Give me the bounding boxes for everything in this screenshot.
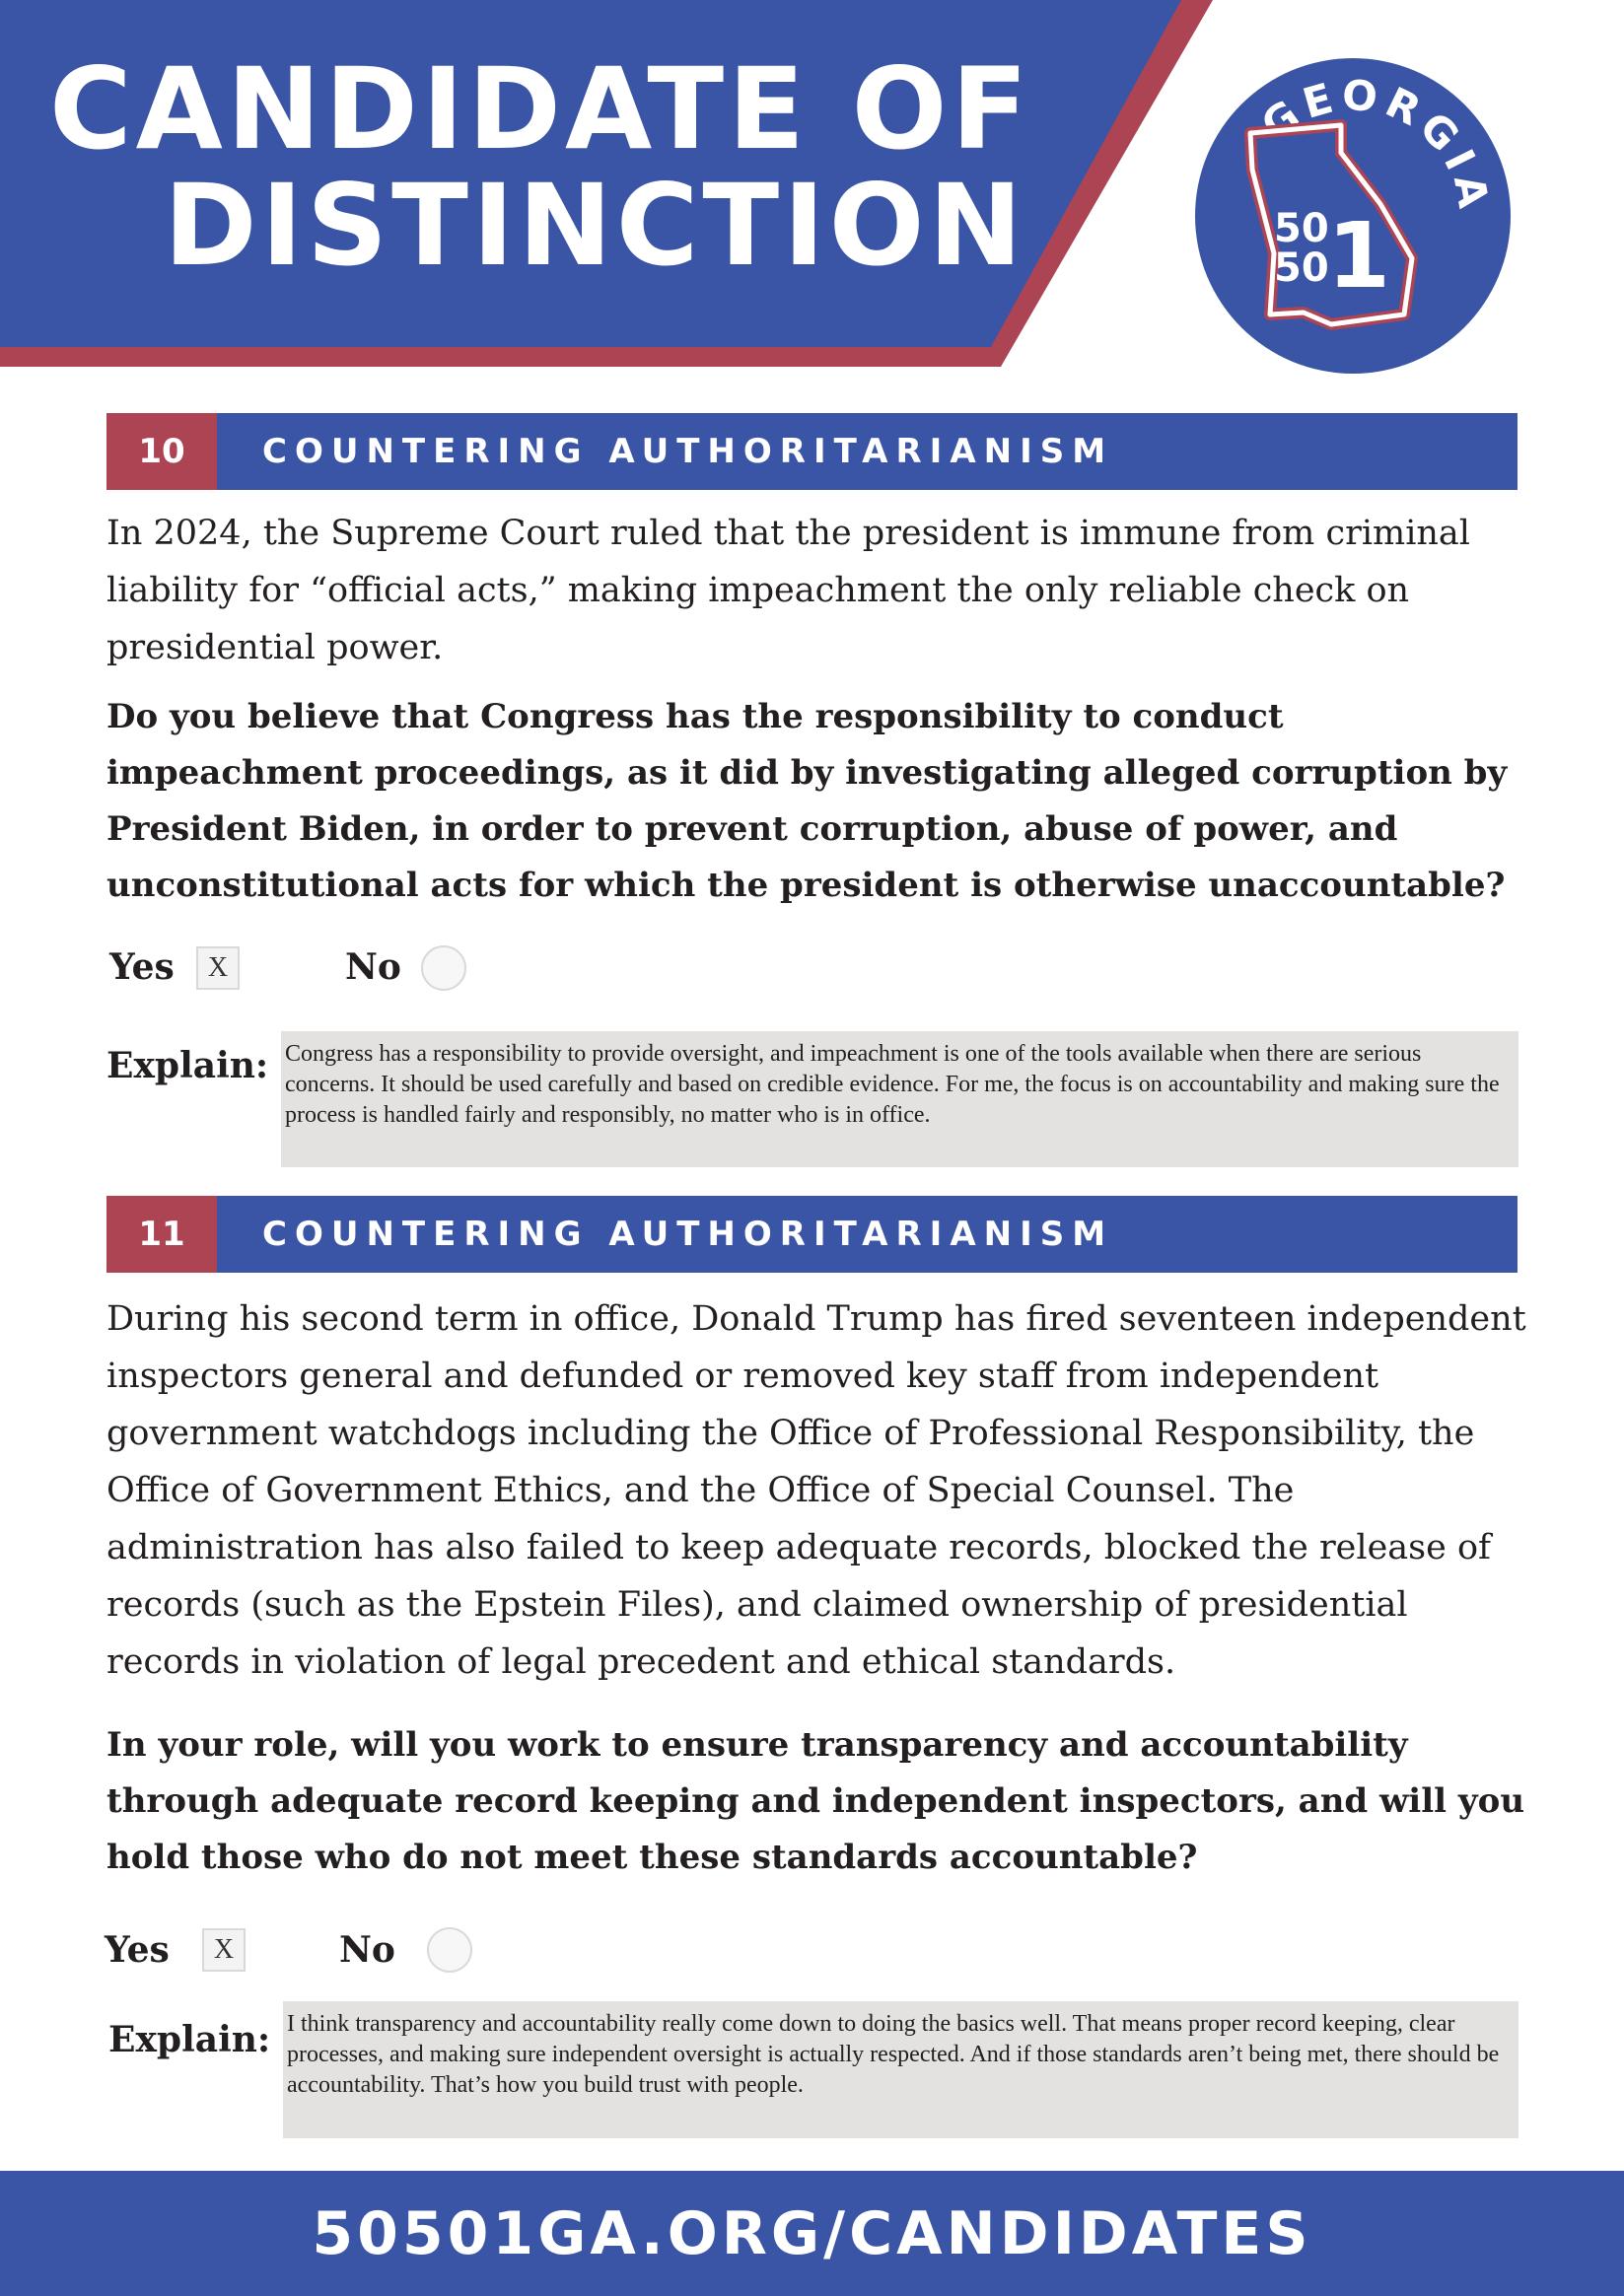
page-title <box>49 43 1032 291</box>
no-radio[interactable] <box>421 945 466 991</box>
georgia-50501-logo <box>1193 56 1514 377</box>
yes-label: Yes <box>105 1929 170 1971</box>
section-11-question: In your role, will you work to ensure transparency and accountability through adequate record keeping and independent inspectors, and will you hold those who do not meet these standards accountable? <box>106 1725 1525 1877</box>
yes-label: Yes <box>109 946 175 988</box>
section-10-context: In 2024, the Supreme Court ruled that the president is immune from criminal liability for “official acts,” making impeachment the only reliable check on presidential power. <box>106 514 1470 667</box>
section-10-explanation[interactable]: Congress has a responsibility to provide oversight, and impeachment is one of the tools available when there are serious concerns. It should be used carefully and based on credible evidence. For me, the focus is on accountability and making sure the process is handled fairly and responsibly, no matter who is in office. <box>281 1031 1518 1167</box>
no-radio[interactable] <box>427 1927 472 1973</box>
no-label: No <box>345 946 401 988</box>
explain-label: Explain: <box>108 2019 271 2060</box>
section-title: COUNTERING AUTHORITARIANISM <box>217 1196 1518 1273</box>
section-number: 11 <box>106 1196 217 1273</box>
title-line-1: CANDIDATE OF <box>49 43 1032 174</box>
yes-checkbox[interactable]: X <box>202 1928 246 1972</box>
section-10-header <box>106 413 1518 490</box>
logo-state: GEORGIA <box>1252 70 1500 218</box>
section-title: COUNTERING AUTHORITARIANISM <box>217 413 1518 490</box>
yes-checkbox[interactable]: X <box>196 946 240 990</box>
no-label: No <box>339 1929 395 1971</box>
footer-url[interactable]: 50501GA.ORG/CANDIDATES <box>0 2171 1624 2296</box>
explain-label: Explain: <box>106 1045 269 1086</box>
section-10-question: Do you believe that Congress has the responsibility to conduct impeachment proceedings, as it did by investigating alleged corruption by President Biden, in order to prevent corruption, abuse of power, and unconstitutional acts for which the president is otherwise unaccountable? <box>106 697 1508 905</box>
logo-text-top: 50 <box>1274 206 1329 251</box>
title-line-2: DISTINCTION <box>164 160 1026 291</box>
logo-text-bottom: 50 <box>1274 245 1329 291</box>
section-11-explanation[interactable]: I think transparency and accountability really come down to doing the basics well. That means proper record keeping, clear processes, and making sure independent oversight is actually respected. And if those standards aren’t being met, there should be accountability. That’s how you build trust with people. <box>283 2001 1518 2138</box>
section-number: 10 <box>106 413 217 490</box>
logo-text-one: 1 <box>1327 203 1391 309</box>
section-11-context: During his second term in office, Donald Trump has fired seventeen independent inspectors general and defunded or removed key staff from independent government watchdogs including the Office of Professional Responsibility, the Office of Government Ethics, and the Office of Special Counsel. The administration has also failed to keep adequate records, blocked the release of records (such as the Epstein Files), and claimed ownership of presidential records in violation of legal precedent and ethical standards. <box>106 1299 1526 1682</box>
section-11-header <box>106 1196 1518 1273</box>
